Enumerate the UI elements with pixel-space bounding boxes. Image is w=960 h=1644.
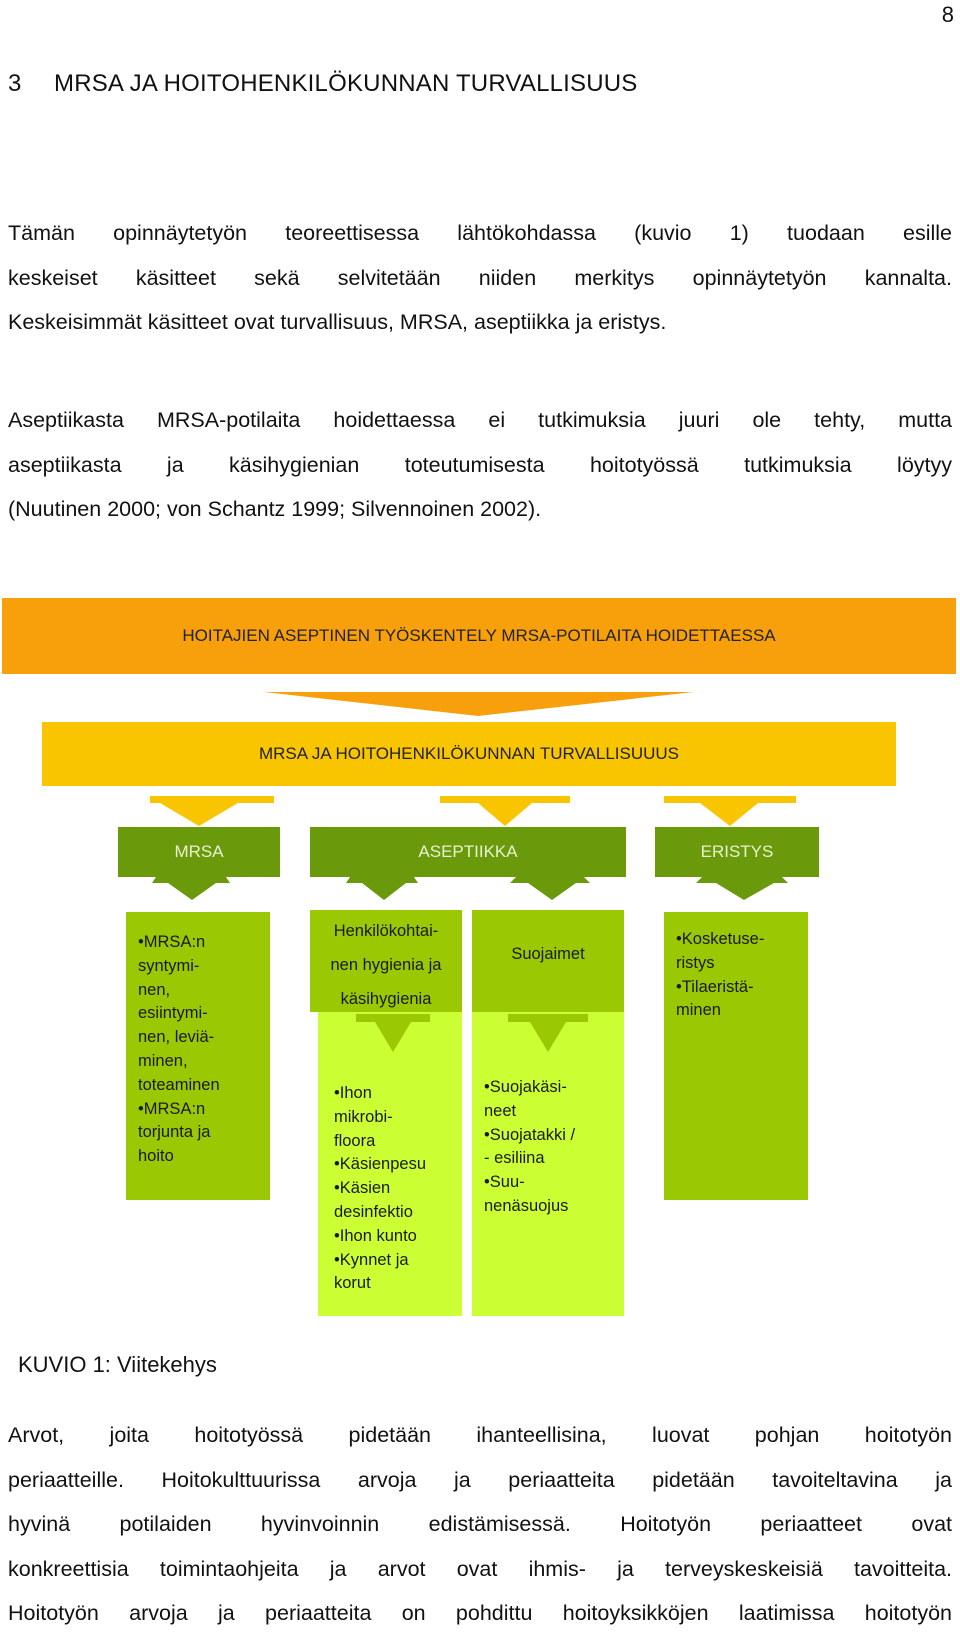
arrow-yellow-right bbox=[664, 796, 796, 826]
category-mrsa bbox=[118, 827, 280, 877]
list-item: minen bbox=[676, 1001, 721, 1020]
list-item: syntymi- bbox=[138, 956, 200, 975]
paragraph-values bbox=[8, 1413, 952, 1636]
list-item: •Ihon bbox=[334, 1084, 372, 1102]
list-item: korut bbox=[334, 1274, 371, 1293]
list-item: nen, leviä- bbox=[138, 1028, 215, 1047]
category-aseptiikka-label: ASEPTIIKKA bbox=[418, 842, 518, 861]
paragraph-line: hyvinä potilaiden hyvinvoinnin edistämisessä. Hoitotyön periaatteet ovat bbox=[8, 1512, 952, 1536]
arrow-orange bbox=[264, 692, 694, 716]
list-item: mikrobi- bbox=[334, 1107, 393, 1126]
arrow-hygiene bbox=[356, 1014, 430, 1052]
figure-caption: KUVIO 1: Viitekehys bbox=[18, 1352, 217, 1377]
list-item: toteaminen bbox=[138, 1075, 220, 1094]
banner-aseptic-work bbox=[2, 598, 956, 674]
category-aseptiikka bbox=[310, 827, 626, 877]
arrow-green-right bbox=[696, 877, 788, 900]
arrow-yellow-left bbox=[150, 796, 274, 826]
paragraph-line: keskeiset käsitteet sekä selvitetään niiden merkitys opinnäytetyön kannalta. bbox=[8, 265, 952, 290]
list-item: torjunta ja bbox=[138, 1123, 211, 1142]
list-item: •Suu- bbox=[484, 1173, 525, 1192]
mrsa-items-box bbox=[126, 912, 270, 1200]
paragraph-line: Arvot, joita hoitotyössä pidetään ihanteellisina, luovat pohjan hoitotyön bbox=[8, 1423, 952, 1447]
paragraph-line: aseptiikasta ja käsihygienian toteutumisesta hoitotyössä tutkimuksia löytyy bbox=[8, 452, 952, 477]
paragraph-line: (Nuutinen 2000; von Schantz 1999; Silvennoinen 2002). bbox=[8, 497, 542, 521]
list-item: •MRSA:n bbox=[138, 933, 206, 951]
isolation-items-box bbox=[664, 912, 808, 1200]
list-item: neet bbox=[484, 1101, 517, 1120]
list-item: hoito bbox=[138, 1147, 174, 1166]
list-item: •MRSA:n bbox=[138, 1099, 206, 1118]
protect-header-box bbox=[472, 910, 624, 1012]
category-eristys-label: ERISTYS bbox=[700, 842, 774, 861]
list-item: •Kosketuse- bbox=[676, 930, 765, 948]
paragraph-line: Tämän opinnäytetyön teoreettisessa lähtökohdassa (kuvio 1) tuodaan esille bbox=[8, 221, 952, 245]
arrow-yellow-center bbox=[440, 796, 570, 826]
banner-staff-safety-label: MRSA JA HOITOHENKILÖKUNNAN TURVALLISUUUS bbox=[258, 744, 680, 763]
paragraph-line: periaatteille. Hoitokulttuurissa arvoja ja periaatteita pidetään tavoiteltavina ja bbox=[8, 1467, 952, 1492]
category-eristys bbox=[655, 827, 819, 877]
list-item: •Suojatakki / bbox=[484, 1125, 576, 1144]
hygiene-header-line: Henkilökohtai- bbox=[333, 922, 439, 940]
list-item: esiintymi- bbox=[138, 1004, 208, 1023]
list-item: desinfektio bbox=[334, 1202, 413, 1221]
list-item: minen, bbox=[138, 1051, 188, 1070]
banner-staff-safety bbox=[42, 722, 896, 786]
list-item: - esiliina bbox=[484, 1149, 545, 1168]
list-item: ristys bbox=[676, 953, 715, 972]
list-item: •Tilaeristä- bbox=[676, 977, 754, 996]
arrow-green-center-right bbox=[510, 877, 590, 900]
arrow-green-left bbox=[152, 877, 230, 900]
paragraph-line: Hoitotyön arvoja ja periaatteita on pohdittu hoitoyksikköjen laatimissa hoitotyön bbox=[8, 1601, 952, 1625]
hygiene-header-line: käsihygienia bbox=[340, 990, 432, 1008]
paragraph-line: Aseptiikasta MRSA-potilaita hoidettaessa ei tutkimuksia juuri ole tehty, mutta bbox=[8, 408, 952, 432]
hygiene-header-line: nen hygienia ja bbox=[330, 956, 442, 974]
list-item: floora bbox=[334, 1131, 376, 1150]
list-item: •Ihon kunto bbox=[334, 1226, 417, 1245]
page-number: 8 bbox=[941, 2, 954, 27]
list-item: •Kynnet ja bbox=[334, 1250, 409, 1269]
hygiene-header-box bbox=[310, 910, 462, 1012]
paragraph-line: konkreettisia toimintaohjeita ja arvot ovat ihmis- ja terveyskeskeisiä tavoitteita. bbox=[8, 1556, 952, 1581]
protect-header-label: Suojaimet bbox=[511, 945, 585, 963]
arrow-green-center-left bbox=[346, 877, 418, 900]
banner-aseptic-work-label: HOITAJIEN ASEPTINEN TYÖSKENTELY MRSA-POTILAITA HOIDETTAESSA bbox=[182, 626, 776, 645]
paragraph-line: Keskeisimmät käsitteet ovat turvallisuus, MRSA, aseptiikka ja eristys. bbox=[8, 310, 667, 334]
list-item: •Käsienpesu bbox=[334, 1155, 427, 1174]
list-item: •Käsien bbox=[334, 1179, 391, 1198]
list-item: nenäsuojus bbox=[484, 1196, 569, 1215]
section-title: MRSA JA HOITOHENKILÖKUNNAN TURVALLISUUS bbox=[54, 70, 638, 97]
list-item: •Suojakäsi- bbox=[484, 1078, 567, 1096]
arrow-protect bbox=[508, 1014, 588, 1052]
list-item: nen, bbox=[138, 980, 171, 999]
category-mrsa-label: MRSA bbox=[174, 842, 224, 861]
section-number: 3 bbox=[8, 70, 22, 97]
